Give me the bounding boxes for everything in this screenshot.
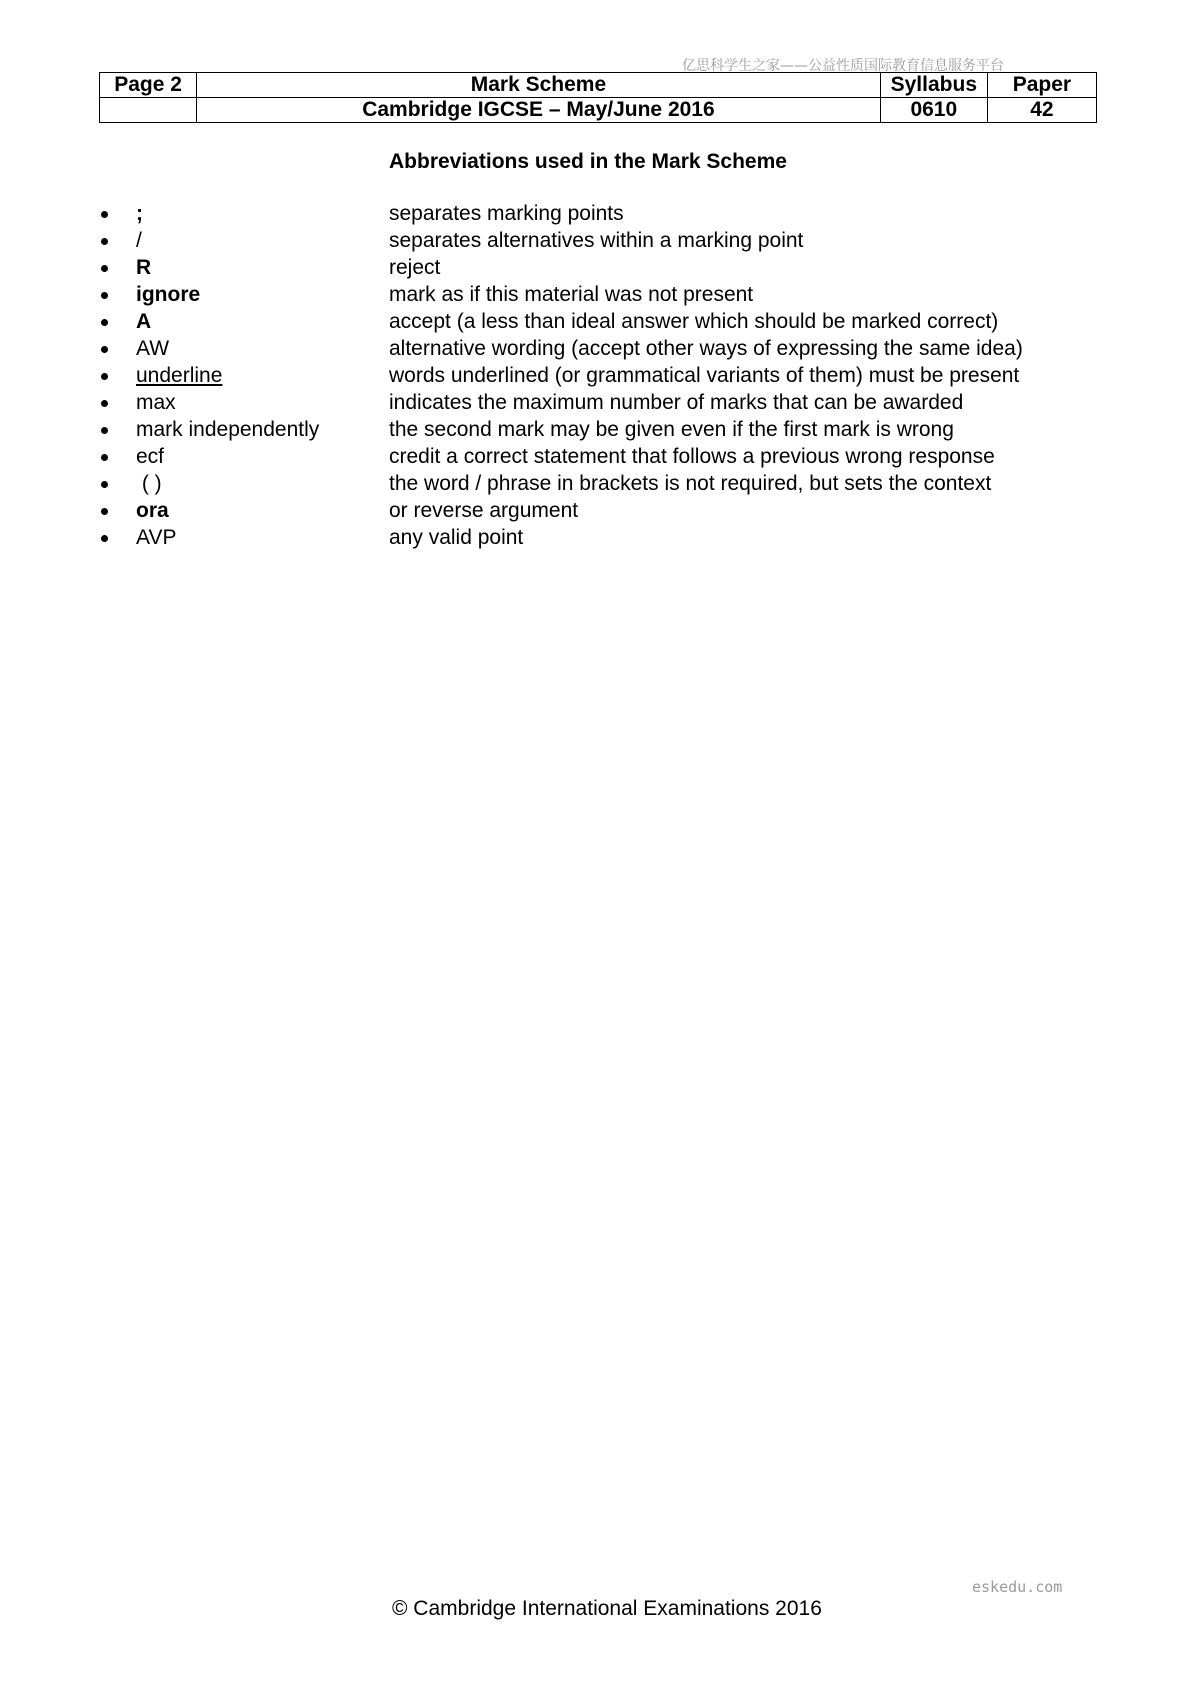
watermark-bottom: eskedu.com — [972, 1578, 1063, 1596]
abbreviation-term: R — [136, 256, 152, 279]
abbreviation-meaning: mark as if this material was not present — [389, 283, 754, 306]
abbreviation-meaning: separates alternatives within a marking point — [389, 229, 804, 252]
paper-label: Paper — [987, 73, 1096, 98]
list-item — [99, 227, 1099, 254]
abbreviation-meaning: the second mark may be given even if the first mark is wrong — [389, 418, 954, 441]
header-row-bottom — [100, 98, 1097, 123]
list-item — [99, 389, 1099, 416]
section-heading: Abbreviations used in the Mark Scheme — [389, 150, 787, 173]
abbreviation-term: mark independently — [136, 418, 320, 441]
list-item — [99, 362, 1099, 389]
header-row-top — [100, 73, 1097, 98]
empty-cell — [100, 98, 197, 123]
list-item — [99, 335, 1099, 362]
abbreviation-meaning: or reverse argument — [389, 499, 579, 522]
abbreviation-term: ( ) — [136, 472, 162, 495]
list-item — [99, 200, 1099, 227]
abbreviation-list — [99, 200, 1099, 551]
list-item — [99, 524, 1099, 551]
abbreviation-meaning: the word / phrase in brackets is not required, but sets the context — [389, 472, 992, 495]
abbreviation-meaning: any valid point — [389, 526, 524, 549]
abbreviation-meaning: reject — [389, 256, 441, 279]
doc-title: Mark Scheme — [197, 73, 881, 98]
list-item — [99, 443, 1099, 470]
watermark-top: 亿思科学生之家——公益性质国际教育信息服务平台 — [682, 58, 1004, 74]
syllabus-label: Syllabus — [880, 73, 987, 98]
abbreviation-term: max — [136, 391, 176, 414]
abbreviation-term: ignore — [136, 283, 201, 306]
abbreviation-meaning: separates marking points — [389, 202, 624, 225]
copyright-footer: © Cambridge International Examinations 2016 — [392, 1597, 822, 1620]
abbreviation-meaning: alternative wording (accept other ways of expressing the same idea) — [389, 337, 1023, 360]
list-item — [99, 308, 1099, 335]
list-item — [99, 470, 1099, 497]
abbreviation-term: ; — [136, 202, 143, 225]
abbreviation-term: AVP — [136, 526, 177, 549]
abbreviation-term: A — [136, 310, 152, 333]
abbreviation-term: ora — [136, 499, 169, 522]
abbreviation-term: / — [136, 229, 142, 252]
abbreviation-meaning: credit a correct statement that follows a previous wrong response — [389, 445, 995, 468]
abbreviation-term: underline — [136, 364, 223, 387]
list-item — [99, 497, 1099, 524]
abbreviation-meaning: accept (a less than ideal answer which should be marked correct) — [389, 310, 999, 333]
list-item — [99, 416, 1099, 443]
header-table — [99, 72, 1097, 123]
syllabus-code: 0610 — [880, 98, 987, 123]
abbreviation-meaning: words underlined (or grammatical variants of them) must be present — [389, 364, 1020, 387]
abbreviation-term: AW — [136, 337, 170, 360]
abbreviation-term: ecf — [136, 445, 165, 468]
list-item — [99, 281, 1099, 308]
list-item — [99, 254, 1099, 281]
paper-number: 42 — [987, 98, 1096, 123]
exam-name: Cambridge IGCSE – May/June 2016 — [197, 98, 881, 123]
page-label: Page 2 — [100, 73, 197, 98]
abbreviation-meaning: indicates the maximum number of marks that can be awarded — [389, 391, 964, 414]
